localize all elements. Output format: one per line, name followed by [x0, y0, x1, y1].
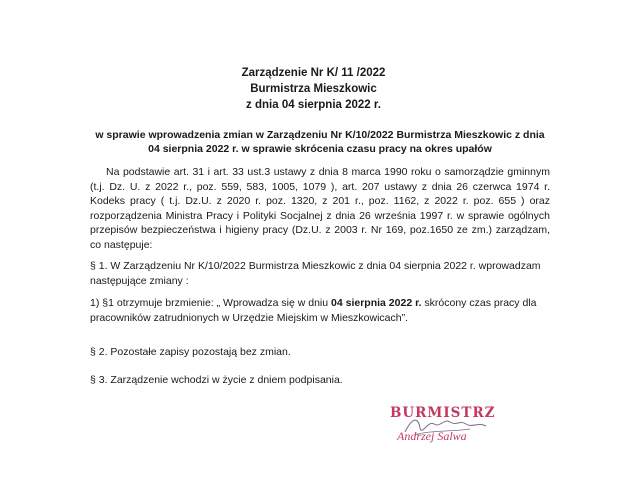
issue-date: z dnia 04 sierpnia 2022 r.: [246, 99, 381, 111]
item-1-date: 04 sierpnia 2022 r.: [331, 297, 422, 309]
item-1-prefix: 1) §1 otrzymuje brzmienie: „ Wprowadza się w dniu: [90, 297, 332, 309]
document-subject: w sprawie wprowadzenia zmian w Zarządzeniu Nr K/10/2022 Burmistrza Mieszkowic z dnia 04 sierpnia 2022 r. w sprawie skrócenia czasu pracy na okres upałów: [95, 129, 545, 155]
document-header: [0, 65, 627, 113]
issuer: Burmistrza Mieszkowic: [250, 83, 377, 95]
stamp-name: Andrzej Salwa: [397, 429, 467, 443]
handwritten-signature: [400, 410, 490, 440]
section-3: § 3. Zarządzenie wchodzi w życie z dniem podpisania.: [90, 374, 343, 386]
legal-basis-paragraph: Na podstawie art. 31 i art. 33 ust.3 ustawy z dnia 8 marca 1990 roku o samorządzie gminnym (t.j. Dz. U. z 2022 r., poz. 559, 583, 1005, 1079 ), art. 207 ustawy z dnia 26 czerwca 1974 r. Kodeks pracy ( t.j. Dz.U. z 2020 r. poz. 1320, z 201 r., poz. 1162, z 2022 r. poz. 655 ) oraz rozporządzenia Ministra Pracy i Polityki Socjalnej z dnia 26 września 1997 r. w sprawie ogólnych przepisów bezpieczeństwa i higieny pracy (Dz.U. z 2003 r. Nr 169, poz.1650 ze zm.) zarządzam, co następuje:: [90, 166, 550, 251]
stamp-title: BURMISTRZ: [390, 405, 496, 421]
section-2: § 2. Pozostałe zapisy pozostają bez zmian.: [90, 346, 291, 358]
ordinance-number: Zarządzenie Nr K/ 11 /2022: [241, 67, 386, 79]
section-1: § 1. W Zarządzeniu Nr K/10/2022 Burmistrza Mieszkowic z dnia 04 sierpnia 2022 r. wprowadzam następujące zmiany :: [90, 260, 541, 287]
item-1-suffix: skrócony czas pracy dla pracowników zatrudnionych w Urzędzie Miejskim w Mieszkowicach”.: [90, 297, 537, 324]
section-1-item-1: [90, 296, 570, 325]
